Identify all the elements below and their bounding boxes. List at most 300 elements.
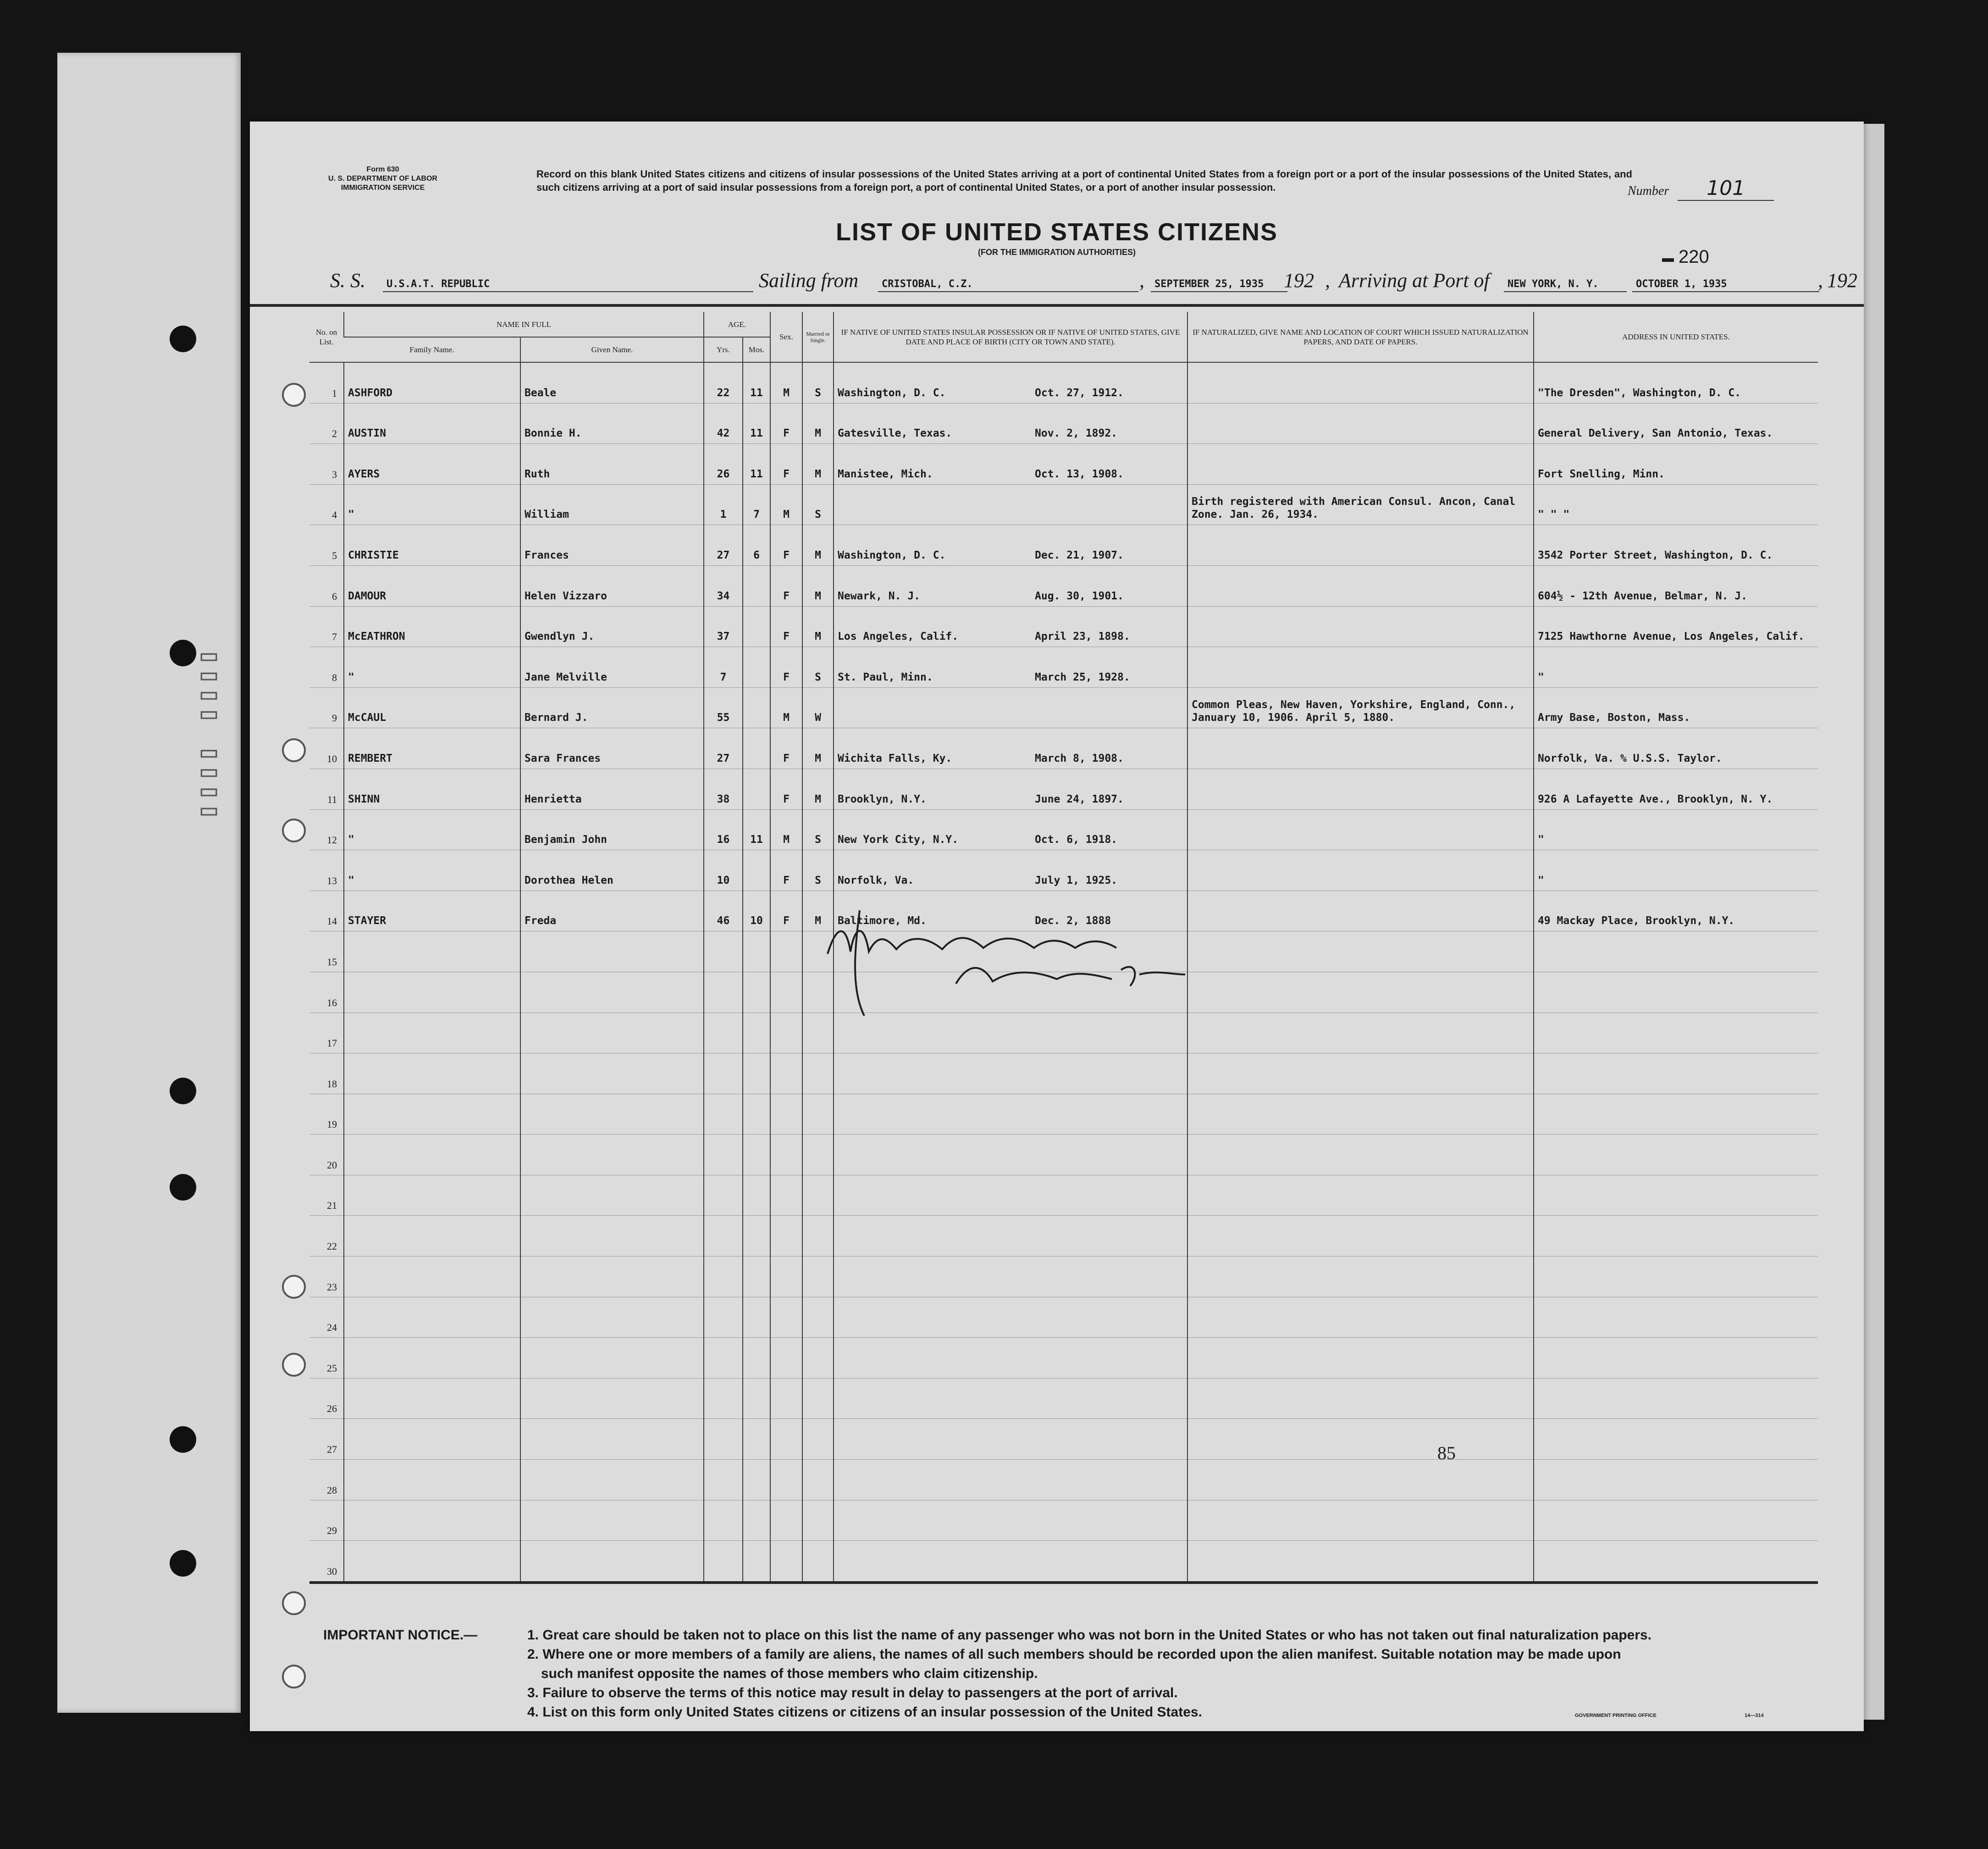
binder-hole	[170, 1426, 196, 1453]
naturalization	[1187, 444, 1534, 485]
empty-cell	[1187, 1460, 1534, 1500]
address: 604½ - 12th Avenue, Belmar, N. J.	[1534, 565, 1818, 606]
record-instructions: Record on this blank United States citizens and citizens of insular possessions of the United States arriving at a port of continental United States from a foreign port or a port of the insular possessions of the United States, and such citizens arriving at a port of said insular possessions from a foreign port, a port of continental United States, or a port of another insular possession.	[536, 168, 1632, 193]
row-number: 10	[309, 728, 344, 769]
col-address: ADDRESS IN UNITED STATES.	[1534, 312, 1818, 362]
empty-cell	[520, 1460, 704, 1500]
birth-info	[834, 525, 1187, 566]
family-name: DAMOUR	[344, 565, 520, 606]
address: Fort Snelling, Minn.	[1534, 444, 1818, 485]
empty-cell	[770, 1216, 802, 1257]
empty-cell	[704, 1094, 743, 1135]
row-number: 25	[309, 1338, 344, 1378]
naturalization	[1187, 728, 1534, 769]
naturalization: Birth registered with American Consul. Ancon, Canal Zone. Jan. 26, 1934.	[1187, 484, 1534, 525]
table-row	[309, 362, 1818, 403]
sex: M	[770, 809, 802, 850]
birth-date: June 24, 1897.	[1035, 793, 1124, 805]
age-years: 22	[704, 362, 743, 403]
birth-date: March 25, 1928.	[1035, 671, 1130, 683]
marital-status: M	[802, 891, 834, 931]
table-row	[309, 1094, 1818, 1135]
empty-cell	[704, 1257, 743, 1297]
empty-cell	[704, 1500, 743, 1541]
sailing-label: Sailing from	[759, 269, 859, 292]
naturalization	[1187, 850, 1534, 891]
form-number: Form 630	[366, 166, 399, 173]
empty-cell	[520, 1541, 704, 1583]
spine-stamp: ▯▯▯▯ ▯▯▯▯	[195, 649, 227, 823]
table-row	[309, 1175, 1818, 1216]
table-row	[309, 769, 1818, 809]
empty-cell	[1534, 1419, 1818, 1460]
punch-hole	[282, 1665, 306, 1688]
empty-cell	[520, 1053, 704, 1094]
row-number: 4	[309, 484, 344, 525]
empty-cell	[1534, 1297, 1818, 1338]
important-notice	[323, 1626, 1836, 1722]
row-number: 14	[309, 891, 344, 931]
empty-cell	[743, 931, 770, 972]
age-months: 11	[743, 809, 770, 850]
empty-cell	[1534, 1175, 1818, 1216]
birth-place: Wichita Falls, Ky.	[838, 752, 952, 764]
table-row	[309, 809, 1818, 850]
empty-cell	[770, 1541, 802, 1583]
empty-cell	[344, 1257, 520, 1297]
binder-hole	[170, 1174, 196, 1201]
age-months	[743, 565, 770, 606]
col-age-group: AGE.	[704, 312, 770, 337]
empty-cell	[743, 1297, 770, 1338]
table-row	[309, 525, 1818, 566]
naturalization	[1187, 403, 1534, 444]
empty-cell	[770, 1257, 802, 1297]
table-row	[309, 1378, 1818, 1419]
col-yrs: Yrs.	[704, 337, 743, 362]
row-number: 17	[309, 1013, 344, 1053]
given-name: Helen Vizzaro	[520, 565, 704, 606]
address: "	[1534, 850, 1818, 891]
empty-cell	[520, 972, 704, 1013]
empty-cell	[834, 1297, 1187, 1338]
empty-cell	[344, 1338, 520, 1378]
age-months	[743, 606, 770, 647]
empty-cell	[802, 1297, 834, 1338]
sailing-port: CRISTOBAL, C.Z.	[878, 277, 1138, 292]
table-row	[309, 1338, 1818, 1378]
table-row	[309, 1257, 1818, 1297]
empty-cell	[1187, 1257, 1534, 1297]
empty-cell	[802, 1338, 834, 1378]
birth-date: Dec. 2, 1888	[1035, 915, 1111, 927]
marital-status: M	[802, 728, 834, 769]
row-number: 1	[309, 362, 344, 403]
birth-info	[834, 850, 1187, 891]
punch-hole	[282, 738, 306, 762]
binder-hole	[170, 640, 196, 666]
birth-date: April 23, 1898.	[1035, 631, 1130, 643]
age-years: 27	[704, 525, 743, 566]
birth-info	[834, 769, 1187, 809]
table-row	[309, 403, 1818, 444]
col-name-group: NAME IN FULL	[344, 312, 704, 337]
empty-cell	[1534, 1013, 1818, 1053]
empty-cell	[770, 1013, 802, 1053]
empty-cell	[704, 1460, 743, 1500]
given-name: Dorothea Helen	[520, 850, 704, 891]
ship-name: U.S.A.T. REPUBLIC	[383, 277, 753, 292]
address: "	[1534, 647, 1818, 688]
empty-cell	[520, 1257, 704, 1297]
family-name: REMBERT	[344, 728, 520, 769]
given-name: Jane Melville	[520, 647, 704, 688]
col-sex: Sex.	[770, 312, 802, 362]
family-name: AUSTIN	[344, 403, 520, 444]
empty-cell	[834, 1216, 1187, 1257]
sex: F	[770, 444, 802, 485]
table-row	[309, 484, 1818, 525]
family-name: "	[344, 809, 520, 850]
empty-cell	[344, 1460, 520, 1500]
empty-cell	[770, 1094, 802, 1135]
empty-cell	[520, 1378, 704, 1419]
table-row	[309, 1500, 1818, 1541]
empty-cell	[520, 1013, 704, 1053]
given-name: William	[520, 484, 704, 525]
age-months: 10	[743, 891, 770, 931]
empty-cell	[520, 1216, 704, 1257]
header-rule	[250, 304, 1864, 307]
address: Norfolk, Va. % U.S.S. Taylor.	[1534, 728, 1818, 769]
age-months: 7	[743, 484, 770, 525]
empty-cell	[770, 1419, 802, 1460]
birth-place: St. Paul, Minn.	[838, 671, 933, 683]
empty-cell	[834, 1460, 1187, 1500]
row-number: 12	[309, 809, 344, 850]
row-number: 13	[309, 850, 344, 891]
binder-hole	[170, 1550, 196, 1577]
empty-cell	[834, 1500, 1187, 1541]
empty-cell	[802, 1135, 834, 1175]
empty-cell	[704, 1053, 743, 1094]
empty-cell	[1187, 1419, 1534, 1460]
given-name: Beale	[520, 362, 704, 403]
col-mos: Mos.	[743, 337, 770, 362]
given-name: Bonnie H.	[520, 403, 704, 444]
naturalization: Common Pleas, New Haven, Yorkshire, England, Conn., January 10, 1906. April 5, 1880.	[1187, 687, 1534, 728]
empty-cell	[1187, 1175, 1534, 1216]
address: 7125 Hawthorne Avenue, Los Angeles, Calif.	[1534, 606, 1818, 647]
empty-cell	[802, 1094, 834, 1135]
empty-cell	[1534, 972, 1818, 1013]
marital-status: M	[802, 525, 834, 566]
empty-cell	[344, 1297, 520, 1338]
empty-cell	[743, 1419, 770, 1460]
empty-cell	[743, 1257, 770, 1297]
punch-hole	[282, 1275, 306, 1299]
family-name: McCAUL	[344, 687, 520, 728]
printer-imprint: GOVERNMENT PRINTING OFFICE	[1575, 1713, 1657, 1718]
empty-cell	[770, 1135, 802, 1175]
empty-cell	[834, 1257, 1187, 1297]
empty-cell	[704, 1541, 743, 1583]
table-row	[309, 1419, 1818, 1460]
age-years: 46	[704, 891, 743, 931]
empty-cell	[834, 1094, 1187, 1135]
empty-cell	[802, 1460, 834, 1500]
binder-hole	[170, 1078, 196, 1104]
notice-heading: IMPORTANT NOTICE.—	[323, 1628, 478, 1643]
row-number: 30	[309, 1541, 344, 1583]
birth-place: Norfolk, Va.	[838, 874, 914, 886]
empty-cell	[344, 1013, 520, 1053]
empty-cell	[1187, 1053, 1534, 1094]
empty-cell	[802, 1500, 834, 1541]
sex: M	[770, 687, 802, 728]
empty-cell	[520, 931, 704, 972]
empty-cell	[704, 1135, 743, 1175]
given-name: Sara Frances	[520, 728, 704, 769]
empty-cell	[834, 1175, 1187, 1216]
voyage-line: S. S. U.S.A.T. REPUBLIC Sailing from CRISTOBAL, C.Z. , SEPTEMBER 25, 1935 192 , Arriving at Port of NEW YORK, N. Y. OCTOBER 1, 1935 , 192	[330, 269, 1857, 292]
sex: F	[770, 606, 802, 647]
row-number: 27	[309, 1419, 344, 1460]
address: General Delivery, San Antonio, Texas.	[1534, 403, 1818, 444]
list-number	[1628, 177, 1797, 201]
marital-status: S	[802, 484, 834, 525]
birth-place: Washington, D. C.	[838, 387, 946, 399]
empty-cell	[1534, 1257, 1818, 1297]
empty-cell	[834, 1135, 1187, 1175]
table-row	[309, 687, 1818, 728]
table-row	[309, 565, 1818, 606]
birth-info	[834, 809, 1187, 850]
address: 3542 Porter Street, Washington, D. C.	[1534, 525, 1818, 566]
sex: F	[770, 647, 802, 688]
empty-cell	[704, 1175, 743, 1216]
address: 926 A Lafayette Ave., Brooklyn, N. Y.	[1534, 769, 1818, 809]
table-row	[309, 1135, 1818, 1175]
age-months: 11	[743, 403, 770, 444]
empty-cell	[1187, 1378, 1534, 1419]
arriving-label: Arriving at Port of	[1339, 269, 1490, 292]
empty-cell	[704, 1216, 743, 1257]
marital-status: S	[802, 362, 834, 403]
naturalization	[1187, 362, 1534, 403]
empty-cell	[520, 1094, 704, 1135]
col-married: Married or Single.	[802, 312, 834, 362]
family-name: AYERS	[344, 444, 520, 485]
birth-date: March 8, 1908.	[1035, 752, 1124, 764]
number-value: 101	[1678, 177, 1774, 201]
empty-cell	[344, 1216, 520, 1257]
empty-cell	[802, 1175, 834, 1216]
empty-cell	[743, 972, 770, 1013]
notice-item-2: 2. Where one or more members of a family are aliens, the names of all such members should be recorded upon the alien manifest. Suitable notation may be made upon	[527, 1647, 1621, 1662]
punch-hole	[282, 1591, 306, 1615]
empty-cell	[1534, 931, 1818, 972]
col-birth: IF NATIVE OF UNITED STATES INSULAR POSSESSION OR IF NATIVE OF UNITED STATES, GIVE DATE AND PLACE OF BIRTH (CITY OR TOWN AND STATE).	[834, 312, 1187, 362]
empty-cell	[1187, 1216, 1534, 1257]
form-id-block	[307, 165, 458, 193]
empty-cell	[743, 1378, 770, 1419]
age-years: 55	[704, 687, 743, 728]
empty-cell	[344, 1135, 520, 1175]
empty-cell	[1534, 1460, 1818, 1500]
empty-cell	[743, 1053, 770, 1094]
empty-cell	[743, 1338, 770, 1378]
row-number: 5	[309, 525, 344, 566]
empty-cell	[704, 1419, 743, 1460]
row-number: 18	[309, 1053, 344, 1094]
table-row	[309, 606, 1818, 647]
empty-cell	[344, 931, 520, 972]
sex: F	[770, 891, 802, 931]
birth-place: Baltimore, Md.	[838, 915, 927, 927]
form-code: 14—314	[1745, 1713, 1764, 1718]
sex: F	[770, 403, 802, 444]
naturalization	[1187, 525, 1534, 566]
birth-date: July 1, 1925.	[1035, 874, 1118, 886]
sex: F	[770, 525, 802, 566]
row-number: 6	[309, 565, 344, 606]
notice-item-2-cont: such manifest opposite the names of those members who claim citizenship.	[541, 1666, 1038, 1681]
empty-cell	[802, 1541, 834, 1583]
naturalization	[1187, 769, 1534, 809]
empty-cell	[1534, 1338, 1818, 1378]
empty-cell	[834, 1541, 1187, 1583]
stamp-number: ▬ 220	[1662, 247, 1709, 267]
punch-hole	[282, 1353, 306, 1377]
handwritten-signature	[818, 906, 1259, 1020]
sailing-date: SEPTEMBER 25, 1935	[1151, 277, 1287, 292]
empty-cell	[1187, 1135, 1534, 1175]
family-name: "	[344, 647, 520, 688]
birth-info	[834, 444, 1187, 485]
naturalization	[1187, 606, 1534, 647]
number-label: Number	[1628, 184, 1669, 198]
birth-info	[834, 484, 1187, 525]
given-name: Ruth	[520, 444, 704, 485]
empty-cell	[802, 1378, 834, 1419]
empty-cell	[344, 1419, 520, 1460]
empty-cell	[1534, 1500, 1818, 1541]
birth-info	[834, 647, 1187, 688]
address: Army Base, Boston, Mass.	[1534, 687, 1818, 728]
empty-cell	[770, 1500, 802, 1541]
marital-status: S	[802, 809, 834, 850]
naturalization	[1187, 647, 1534, 688]
age-months	[743, 769, 770, 809]
row-number: 20	[309, 1135, 344, 1175]
arrival-date: OCTOBER 1, 1935	[1632, 277, 1819, 292]
naturalization	[1187, 565, 1534, 606]
empty-cell	[520, 1297, 704, 1338]
age-years: 42	[704, 403, 743, 444]
birth-place: Los Angeles, Calif.	[838, 631, 959, 643]
table-row	[309, 444, 1818, 485]
sex: F	[770, 850, 802, 891]
row-number: 15	[309, 931, 344, 972]
empty-cell	[743, 1175, 770, 1216]
birth-info	[834, 687, 1187, 728]
sex: F	[770, 565, 802, 606]
age-years: 7	[704, 647, 743, 688]
birth-place: Manistee, Mich.	[838, 468, 933, 480]
ss-label: S. S.	[330, 269, 365, 292]
table-row	[309, 850, 1818, 891]
empty-cell	[770, 972, 802, 1013]
age-years: 27	[704, 728, 743, 769]
given-name: Henrietta	[520, 769, 704, 809]
empty-cell	[344, 1053, 520, 1094]
col-naturalized: IF NATURALIZED, GIVE NAME AND LOCATION OF COURT WHICH ISSUED NATURALIZATION PAPERS, AND DATE OF PAPERS.	[1187, 312, 1534, 362]
family-name: "	[344, 484, 520, 525]
age-years: 1	[704, 484, 743, 525]
empty-cell	[520, 1500, 704, 1541]
empty-cell	[704, 1297, 743, 1338]
row-number: 7	[309, 606, 344, 647]
empty-cell	[704, 1013, 743, 1053]
birth-date: Nov. 2, 1892.	[1035, 427, 1118, 440]
family-name: SHINN	[344, 769, 520, 809]
empty-cell	[834, 1378, 1187, 1419]
empty-cell	[1534, 1216, 1818, 1257]
marital-status: S	[802, 850, 834, 891]
age-months	[743, 850, 770, 891]
naturalization	[1187, 809, 1534, 850]
empty-cell	[1534, 1135, 1818, 1175]
birth-info	[834, 606, 1187, 647]
empty-cell	[704, 1378, 743, 1419]
sex: M	[770, 362, 802, 403]
page-number: 85	[1437, 1443, 1456, 1463]
address: "The Dresden", Washington, D. C.	[1534, 362, 1818, 403]
birth-date: Oct. 6, 1918.	[1035, 834, 1118, 846]
given-name: Freda	[520, 891, 704, 931]
family-name: McEATHRON	[344, 606, 520, 647]
empty-cell	[770, 1053, 802, 1094]
empty-cell	[344, 972, 520, 1013]
age-years: 16	[704, 809, 743, 850]
marital-status: W	[802, 687, 834, 728]
given-name: Frances	[520, 525, 704, 566]
empty-cell	[770, 1175, 802, 1216]
birth-place: Gatesville, Texas.	[838, 427, 952, 440]
manifest-page	[250, 122, 1864, 1731]
table-row	[309, 1541, 1818, 1583]
age-months: 11	[743, 444, 770, 485]
empty-cell	[520, 1338, 704, 1378]
row-number: 24	[309, 1297, 344, 1338]
empty-cell	[704, 972, 743, 1013]
birth-place: Brooklyn, N.Y.	[838, 793, 927, 805]
empty-cell	[770, 931, 802, 972]
year-suffix: 192	[1827, 269, 1857, 292]
given-name: Benjamin John	[520, 809, 704, 850]
empty-cell	[1534, 1378, 1818, 1419]
age-years: 10	[704, 850, 743, 891]
address: " " "	[1534, 484, 1818, 525]
table-row	[309, 647, 1818, 688]
family-name: "	[344, 850, 520, 891]
empty-cell	[770, 1378, 802, 1419]
table-row	[309, 728, 1818, 769]
row-number: 26	[309, 1378, 344, 1419]
row-number: 21	[309, 1175, 344, 1216]
notice-item-1: 1. Great care should be taken not to place on this list the name of any passenger who was not born in the United States or who has not taken out final naturalization papers.	[527, 1628, 1652, 1643]
